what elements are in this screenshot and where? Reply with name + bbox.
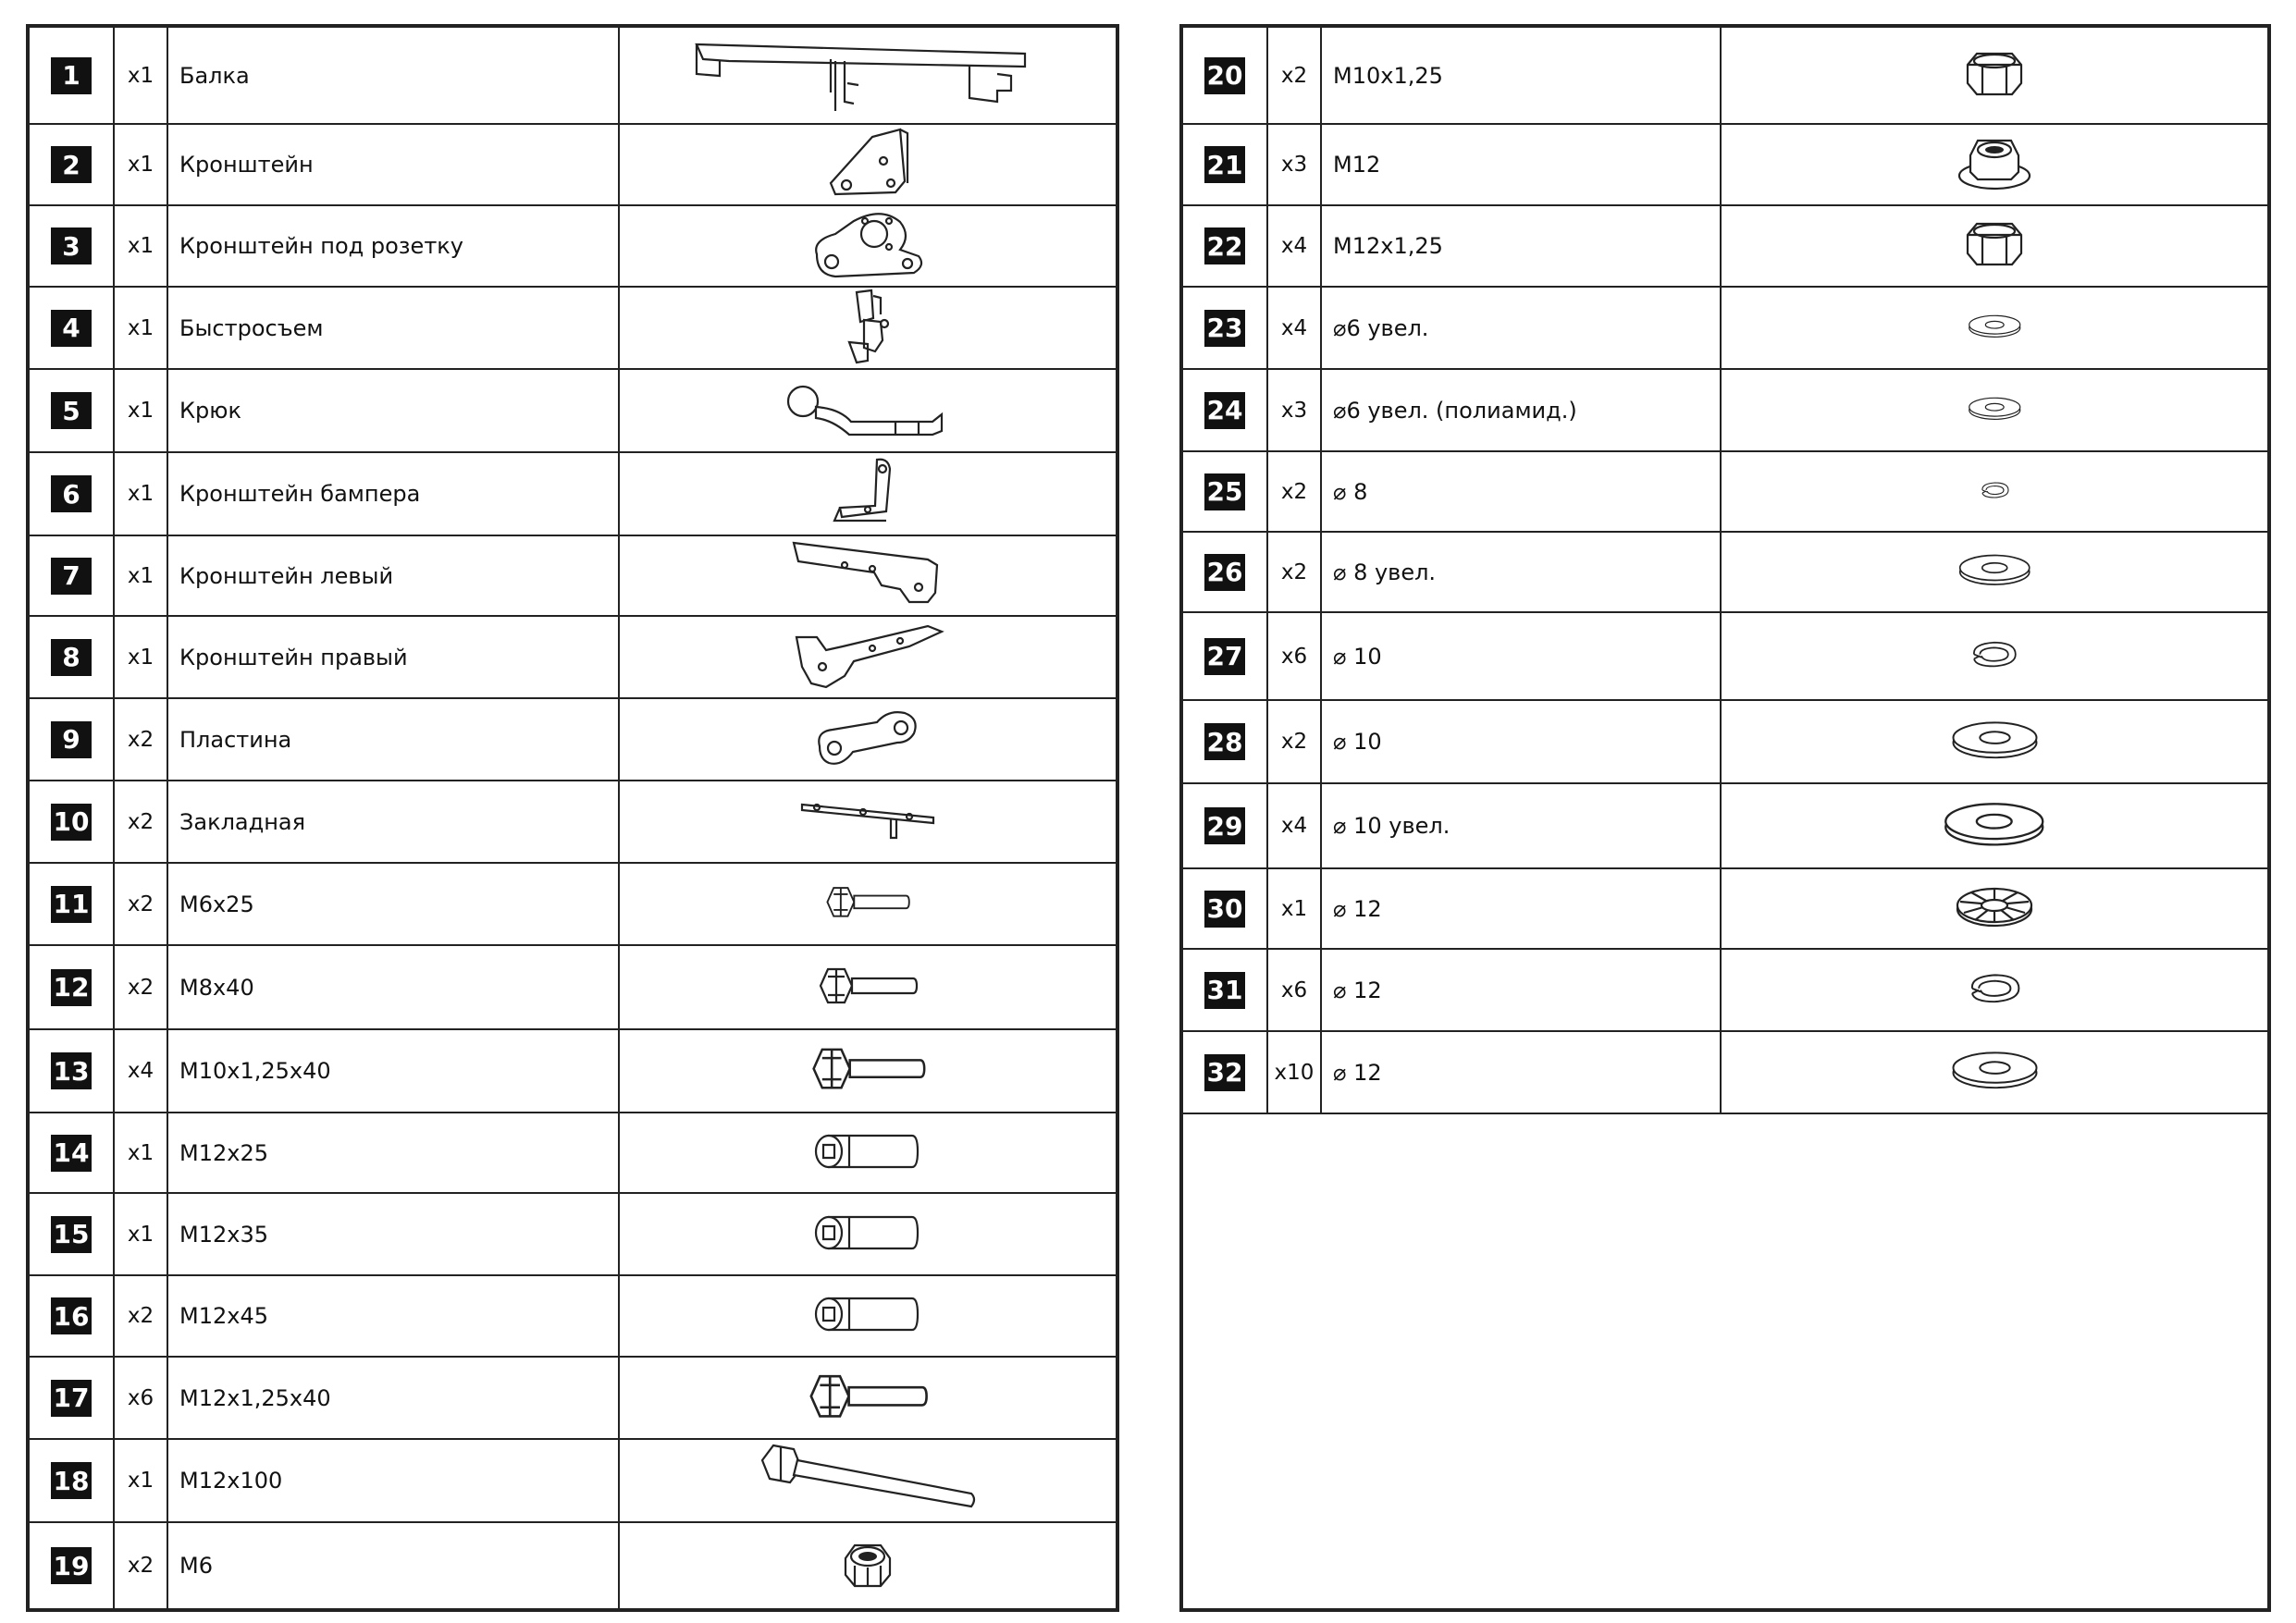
part-qty: x4 — [1268, 784, 1322, 867]
part-name: ⌀ 8 — [1322, 452, 1722, 531]
parts-row — [1183, 370, 2267, 452]
part-qty: x6 — [1268, 950, 1322, 1030]
part-qty: x2 — [115, 1276, 168, 1356]
part-qty: x3 — [1268, 125, 1322, 204]
part-number-badge: 8 — [51, 639, 92, 676]
part-number-cell — [1183, 533, 1268, 611]
part-picture — [1722, 206, 2267, 286]
part-name: Кронштейн под розетку — [168, 206, 620, 286]
part-qty: x6 — [115, 1358, 168, 1438]
parts-row — [1183, 288, 2267, 370]
part-picture — [620, 1276, 1116, 1356]
hex-nut-icon — [1962, 48, 2027, 104]
part-name: Крюк — [168, 370, 620, 451]
part-name: Быстросъем — [168, 288, 620, 368]
part-qty: x1 — [115, 1194, 168, 1274]
part-picture — [620, 946, 1116, 1028]
embedded-plate-icon — [798, 799, 937, 845]
part-name: ⌀ 12 — [1322, 1032, 1722, 1113]
part-qty: x2 — [1268, 533, 1322, 611]
part-picture — [620, 617, 1116, 697]
part-number-badge: 32 — [1204, 1054, 1245, 1091]
parts-row — [30, 370, 1116, 453]
part-qty: x1 — [115, 206, 168, 286]
part-qty: x4 — [1268, 288, 1322, 368]
washer-icon — [1967, 395, 2023, 426]
hook-ball-icon — [784, 381, 951, 440]
part-number-cell — [1183, 950, 1268, 1030]
part-picture — [620, 699, 1116, 780]
parts-row — [1183, 452, 2267, 533]
parts-row — [1183, 869, 2267, 950]
part-number-badge: 7 — [51, 558, 92, 595]
part-number-badge: 25 — [1204, 473, 1245, 510]
parts-row — [30, 1030, 1116, 1113]
part-name: М12х1,25х40 — [168, 1358, 620, 1438]
lock-nut-icon — [840, 1538, 895, 1593]
part-picture — [1722, 701, 2267, 782]
part-qty: x1 — [115, 370, 168, 451]
part-qty: x4 — [1268, 206, 1322, 286]
part-name: М12 — [1322, 125, 1722, 204]
part-qty: x1 — [115, 617, 168, 697]
part-number-badge: 12 — [51, 969, 92, 1006]
part-qty: x4 — [115, 1030, 168, 1112]
washer-icon — [1957, 551, 2033, 593]
part-number-badge: 29 — [1204, 807, 1245, 844]
part-number-cell — [1183, 869, 1268, 948]
part-number-cell — [1183, 370, 1268, 450]
part-number-badge: 4 — [51, 310, 92, 347]
parts-row — [30, 206, 1116, 288]
part-number-cell — [30, 1523, 115, 1608]
parts-row — [30, 1358, 1116, 1440]
part-qty: x1 — [115, 1440, 168, 1521]
hex-bolt-icon — [824, 883, 911, 925]
part-picture — [1722, 950, 2267, 1030]
parts-row — [30, 125, 1116, 206]
part-number-badge: 3 — [51, 227, 92, 264]
part-number-cell — [30, 1440, 115, 1521]
part-picture — [620, 288, 1116, 368]
part-number-badge: 5 — [51, 392, 92, 429]
part-number-cell — [1183, 452, 1268, 531]
part-name: М12х45 — [168, 1276, 620, 1356]
spring-washer-icon — [1967, 638, 2021, 674]
part-picture — [1722, 370, 2267, 450]
part-qty: x1 — [115, 28, 168, 123]
socket-bolt-icon — [812, 1293, 923, 1339]
part-number-badge: 23 — [1204, 310, 1245, 347]
parts-row — [1183, 701, 2267, 784]
parts-row — [30, 453, 1116, 536]
part-number-cell — [30, 946, 115, 1028]
part-number-badge: 10 — [51, 804, 92, 841]
part-name: ⌀ 12 — [1322, 869, 1722, 948]
part-picture — [620, 1358, 1116, 1438]
part-picture — [620, 453, 1116, 535]
part-number-badge: 1 — [51, 57, 92, 94]
part-name: ⌀6 увел. — [1322, 288, 1722, 368]
socket-bolt-icon — [812, 1211, 923, 1258]
part-name: М12х1,25 — [1322, 206, 1722, 286]
part-name: ⌀6 увел. (полиамид.) — [1322, 370, 1722, 450]
part-picture — [620, 1194, 1116, 1274]
left-bracket-icon — [789, 537, 946, 615]
part-qty: x2 — [115, 1523, 168, 1608]
part-name: М12х25 — [168, 1113, 620, 1192]
part-picture — [620, 1113, 1116, 1192]
bumper-bracket-icon — [831, 456, 905, 532]
parts-row — [1183, 784, 2267, 869]
part-number-badge: 21 — [1204, 146, 1245, 183]
part-number-badge: 26 — [1204, 554, 1245, 591]
beam-icon — [692, 37, 1043, 115]
part-picture — [1722, 869, 2267, 948]
parts-row — [1183, 1032, 2267, 1114]
part-number-cell — [1183, 613, 1268, 699]
part-picture — [1722, 1032, 2267, 1113]
washer-icon — [1949, 718, 2041, 767]
part-name: М10х1,25х40 — [168, 1030, 620, 1112]
part-qty: x2 — [115, 864, 168, 944]
part-number-cell — [30, 699, 115, 780]
quick-release-icon — [840, 287, 895, 370]
part-number-badge: 14 — [51, 1135, 92, 1172]
parts-row — [30, 28, 1116, 125]
right-bracket-icon — [789, 619, 946, 696]
part-number-cell — [30, 288, 115, 368]
parts-row — [1183, 125, 2267, 206]
hex-bolt-icon — [817, 964, 919, 1012]
parts-row — [30, 699, 1116, 781]
part-picture — [620, 1523, 1116, 1608]
part-number-badge: 31 — [1204, 972, 1245, 1009]
part-qty: x2 — [1268, 452, 1322, 531]
part-number-badge: 15 — [51, 1216, 92, 1253]
part-qty: x2 — [115, 946, 168, 1028]
part-qty: x6 — [1268, 613, 1322, 699]
part-number-cell — [1183, 701, 1268, 782]
part-name: Кронштейн левый — [168, 536, 620, 615]
hex-bolt-icon — [809, 1043, 927, 1098]
part-number-badge: 22 — [1204, 227, 1245, 264]
part-qty: x1 — [115, 125, 168, 204]
bracket-icon — [826, 128, 909, 202]
parts-row — [30, 288, 1116, 370]
part-qty: x2 — [115, 699, 168, 780]
part-qty: x2 — [1268, 701, 1322, 782]
parts-row — [30, 1523, 1116, 1608]
part-name: М8х40 — [168, 946, 620, 1028]
parts-row — [30, 1276, 1116, 1358]
part-picture — [620, 28, 1116, 123]
part-picture — [1722, 28, 2267, 123]
parts-row — [30, 781, 1116, 864]
part-qty: x1 — [115, 288, 168, 368]
part-number-cell — [30, 1113, 115, 1192]
part-name: ⌀ 10 — [1322, 701, 1722, 782]
part-number-badge: 28 — [1204, 723, 1245, 760]
part-picture — [1722, 125, 2267, 204]
part-name: Кронштейн бампера — [168, 453, 620, 535]
parts-row — [1183, 613, 2267, 701]
part-number-cell — [30, 1030, 115, 1112]
part-number-badge: 18 — [51, 1462, 92, 1499]
parts-row — [30, 1113, 1116, 1194]
part-name: Кронштейн — [168, 125, 620, 204]
part-number-cell — [1183, 28, 1268, 123]
part-number-cell — [30, 864, 115, 944]
part-name: М12х35 — [168, 1194, 620, 1274]
part-number-cell — [30, 781, 115, 862]
part-number-cell — [30, 206, 115, 286]
parts-row — [1183, 950, 2267, 1032]
part-number-cell — [30, 453, 115, 535]
part-name: М12х100 — [168, 1440, 620, 1521]
part-name: Пластина — [168, 699, 620, 780]
part-number-cell — [30, 370, 115, 451]
part-picture — [620, 1440, 1116, 1521]
washer-icon — [1949, 1048, 2041, 1097]
parts-row — [30, 864, 1116, 946]
part-name: ⌀ 10 — [1322, 613, 1722, 699]
part-number-cell — [30, 1358, 115, 1438]
part-qty: x10 — [1268, 1032, 1322, 1113]
part-number-badge: 13 — [51, 1052, 92, 1089]
part-name: ⌀ 10 увел. — [1322, 784, 1722, 867]
part-number-badge: 24 — [1204, 392, 1245, 429]
parts-row — [1183, 206, 2267, 288]
washer-icon — [1941, 798, 2048, 855]
part-qty: x2 — [1268, 28, 1322, 123]
parts-row — [30, 1440, 1116, 1523]
hex-nut-icon — [1962, 218, 2027, 274]
part-number-badge: 2 — [51, 146, 92, 183]
part-name: М6 — [168, 1523, 620, 1608]
parts-row — [30, 617, 1116, 699]
part-name: М10х1,25 — [1322, 28, 1722, 123]
hex-bolt-icon — [807, 1370, 929, 1427]
part-number-cell — [1183, 288, 1268, 368]
part-name: М6х25 — [168, 864, 620, 944]
part-qty: x1 — [115, 453, 168, 535]
part-picture — [620, 206, 1116, 286]
spring-washer-icon — [1978, 480, 2012, 504]
part-number-badge: 16 — [51, 1297, 92, 1334]
part-picture — [1722, 452, 2267, 531]
long-hex-bolt-icon — [757, 1442, 979, 1519]
part-picture — [620, 1030, 1116, 1112]
part-name: ⌀ 12 — [1322, 950, 1722, 1030]
part-number-cell — [1183, 206, 1268, 286]
parts-row — [30, 946, 1116, 1030]
part-qty: x1 — [1268, 869, 1322, 948]
part-name: Кронштейн правый — [168, 617, 620, 697]
part-number-badge: 11 — [51, 886, 92, 923]
washer-icon — [1967, 313, 2023, 344]
part-number-badge: 17 — [51, 1380, 92, 1417]
spring-washer-icon — [1964, 970, 2026, 1011]
part-number-cell — [30, 1194, 115, 1274]
toothed-washer-icon — [1953, 881, 2036, 937]
part-picture — [1722, 784, 2267, 867]
part-qty: x2 — [115, 781, 168, 862]
part-number-cell — [1183, 784, 1268, 867]
part-number-badge: 27 — [1204, 638, 1245, 675]
part-picture — [620, 864, 1116, 944]
part-number-badge: 30 — [1204, 891, 1245, 928]
part-number-cell — [30, 617, 115, 697]
part-number-cell — [1183, 125, 1268, 204]
parts-row — [30, 1194, 1116, 1276]
part-name: ⌀ 8 увел. — [1322, 533, 1722, 611]
part-number-badge: 9 — [51, 721, 92, 758]
part-name: Закладная — [168, 781, 620, 862]
parts-row — [30, 536, 1116, 617]
parts-table-left — [26, 24, 1119, 1612]
part-picture — [620, 536, 1116, 615]
part-qty: x1 — [115, 536, 168, 615]
part-number-cell — [30, 536, 115, 615]
parts-row — [1183, 28, 2267, 125]
part-number-cell — [1183, 1032, 1268, 1113]
part-qty: x3 — [1268, 370, 1322, 450]
part-number-badge: 20 — [1204, 57, 1245, 94]
part-number-cell — [30, 125, 115, 204]
socket-bracket-icon — [808, 208, 928, 284]
parts-table-right — [1179, 24, 2271, 1612]
part-picture — [620, 781, 1116, 862]
plate-icon — [812, 706, 923, 774]
part-picture — [1722, 533, 2267, 611]
part-picture — [1722, 288, 2267, 368]
part-number-cell — [30, 1276, 115, 1356]
part-picture — [620, 125, 1116, 204]
part-name: Балка — [168, 28, 620, 123]
part-picture — [620, 370, 1116, 451]
flange-nut-icon — [1956, 133, 2033, 196]
part-number-badge: 19 — [51, 1547, 92, 1584]
parts-row — [1183, 533, 2267, 613]
part-number-cell — [30, 28, 115, 123]
socket-bolt-icon — [812, 1130, 923, 1176]
part-number-badge: 6 — [51, 475, 92, 512]
part-picture — [1722, 613, 2267, 699]
part-qty: x1 — [115, 1113, 168, 1192]
